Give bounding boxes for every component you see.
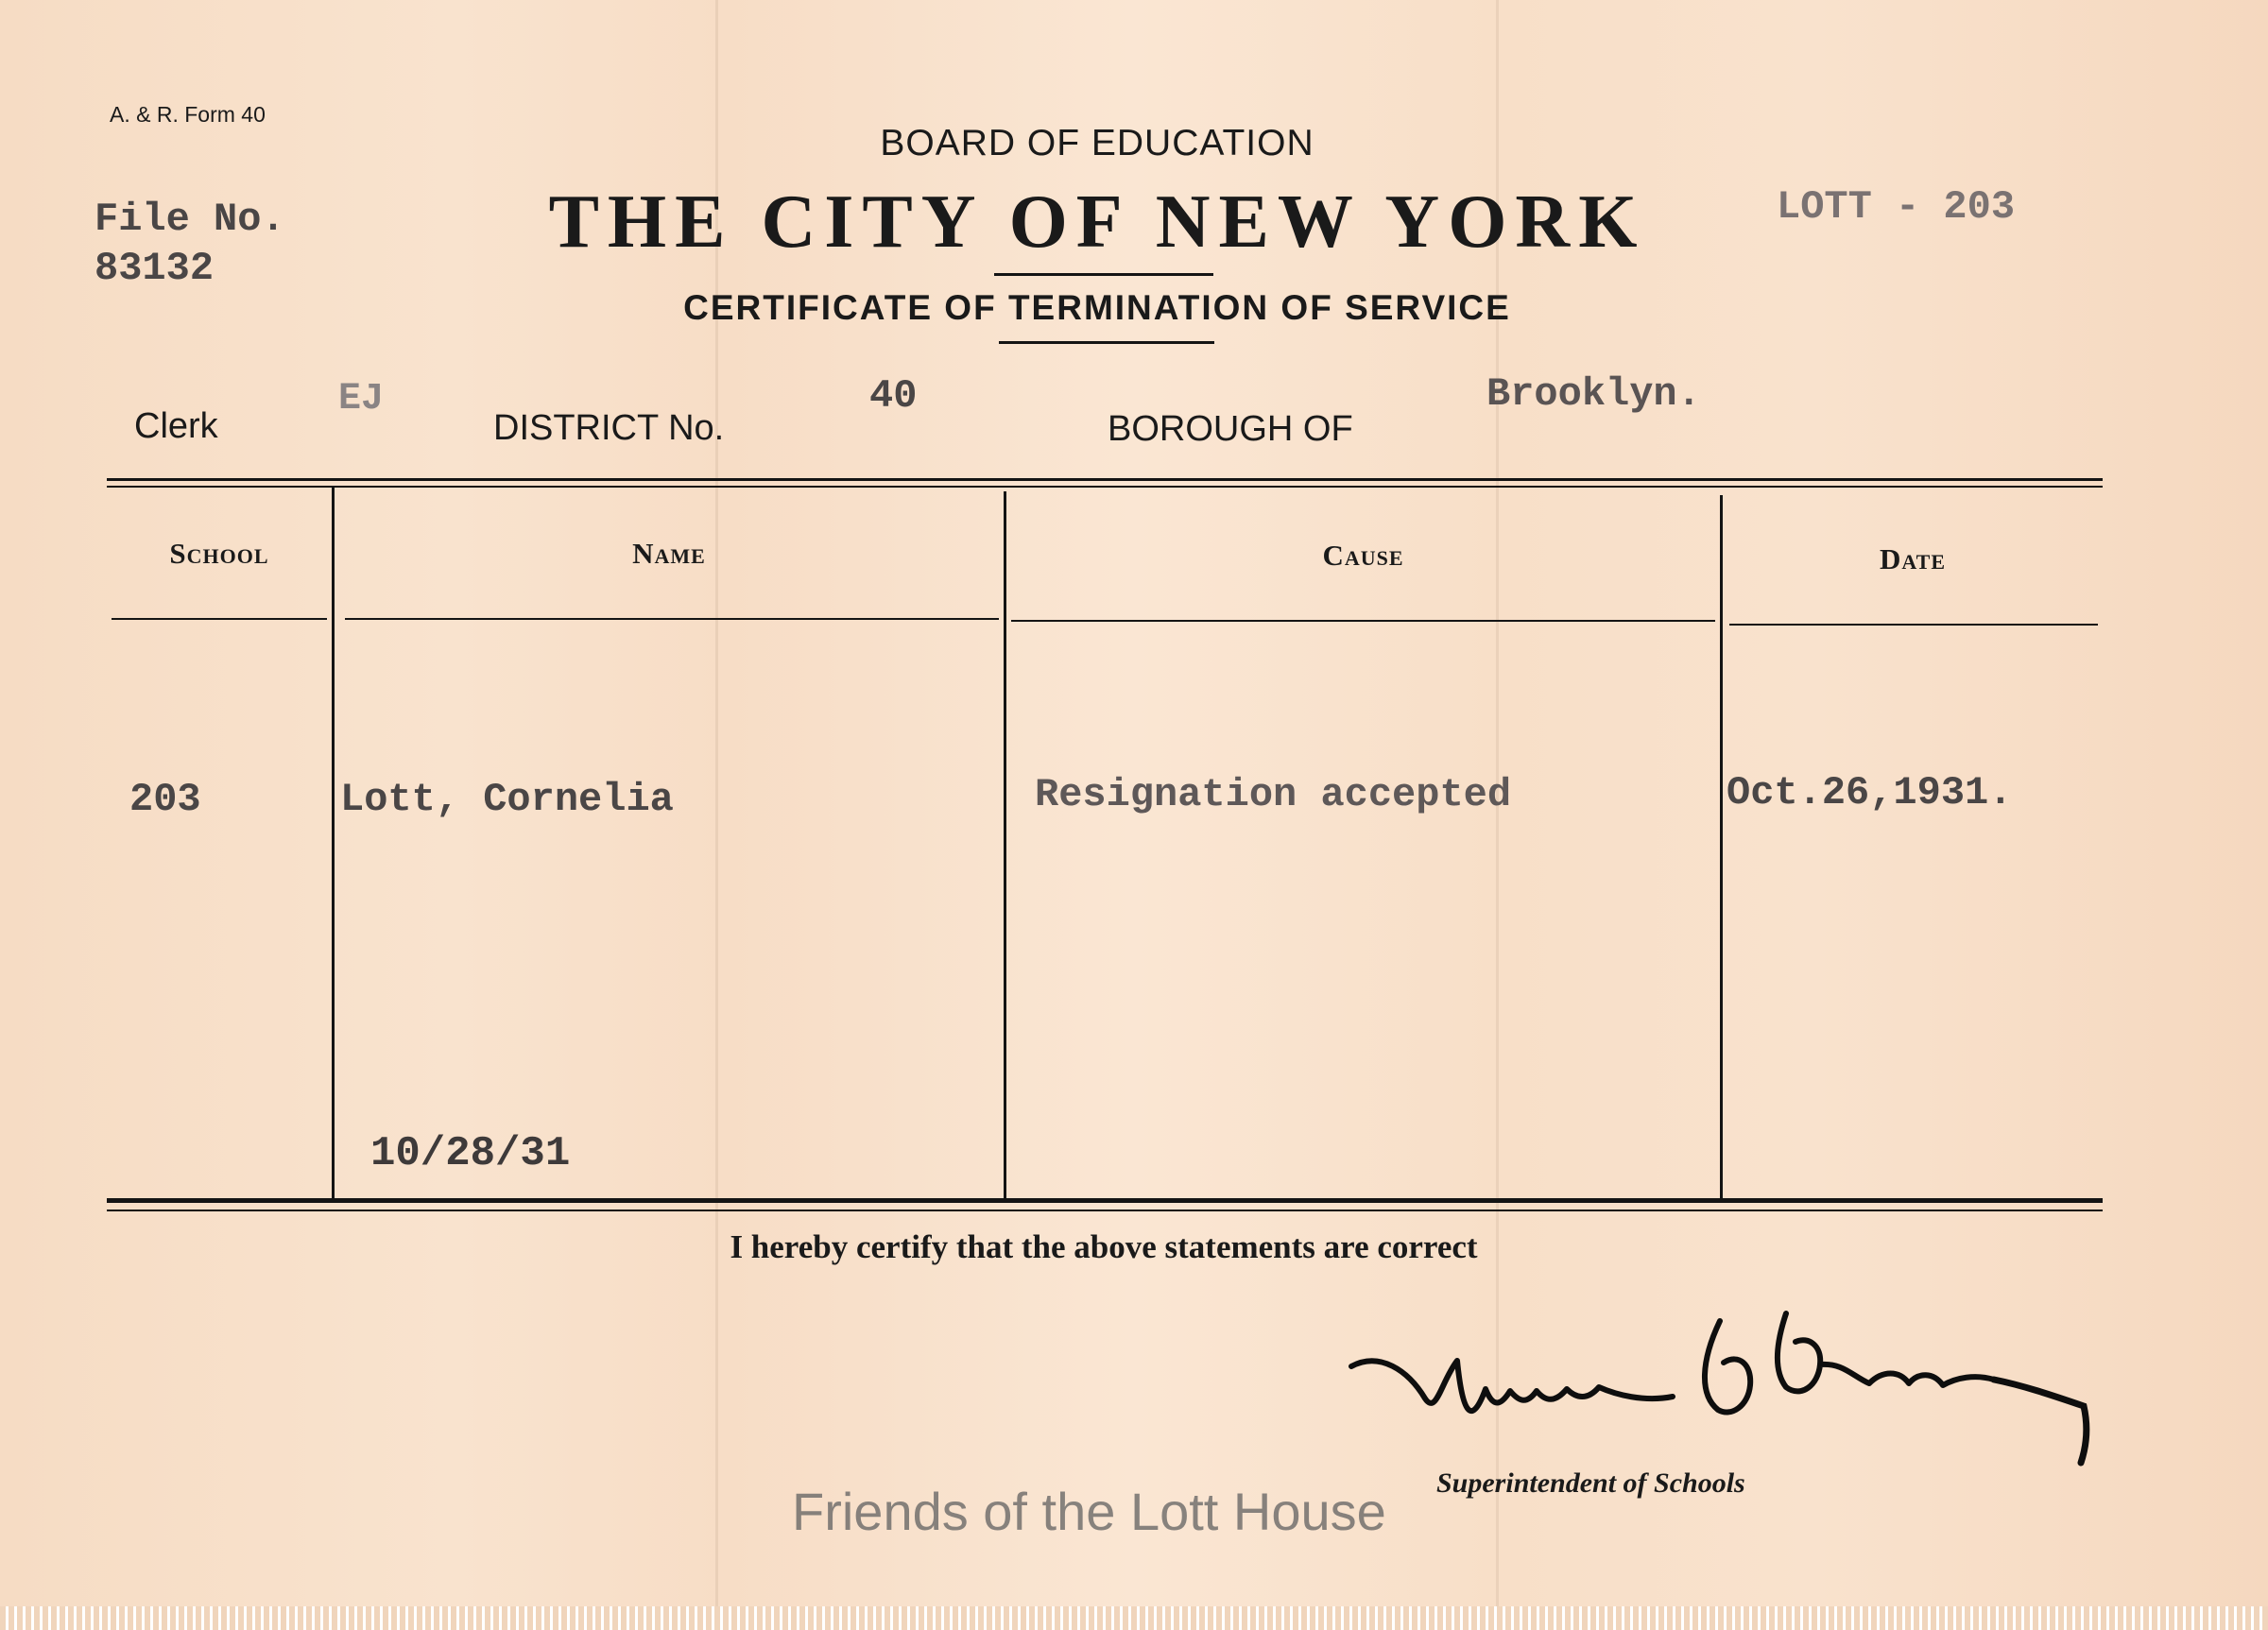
column-divider (1004, 491, 1006, 1199)
column-header-name: Name (632, 537, 706, 570)
header-underline (1011, 620, 1715, 622)
certification-statement: I hereby certify that the above statements are correct (730, 1228, 1478, 1265)
header-underline (345, 618, 999, 620)
district-label: DISTRICT No. (493, 408, 725, 448)
borough-label: BOROUGH OF (1108, 409, 1353, 449)
clerk-label: Clerk (134, 406, 218, 446)
signature-title: Superintendent of Schools (1436, 1467, 1745, 1499)
header-underline (112, 618, 327, 620)
cause-value: Resignation accepted (1035, 772, 1512, 817)
watermark-text: Friends of the Lott House (792, 1482, 1386, 1541)
name-value: Lott, Cornelia (340, 777, 674, 822)
table-bottom-rule (107, 1198, 2103, 1203)
form-id: A. & R. Form 40 (110, 102, 266, 127)
torn-edge (0, 1606, 2268, 1630)
header-underline (1729, 624, 2098, 626)
city-heading: THE CITY OF NEW YORK (548, 180, 1646, 264)
column-divider (1720, 495, 1723, 1199)
date-value: Oct.26,1931. (1727, 770, 2013, 815)
column-header-date: Date (1880, 542, 1946, 575)
column-header-school: School (169, 537, 269, 570)
column-divider (332, 488, 335, 1199)
table-top-rule (107, 478, 2103, 481)
heading-underline (994, 273, 1213, 276)
reference-code: LOTT - 203 (1777, 184, 2016, 230)
file-number: 83132 (94, 246, 215, 291)
table-bottom-rule-inner (107, 1210, 2103, 1211)
title-underline (999, 341, 1214, 344)
column-header-cause: Cause (1322, 539, 1404, 572)
file-label: File No. (94, 197, 285, 242)
certificate-title: CERTIFICATE OF TERMINATION OF SERVICE (683, 288, 1511, 327)
district-value: 40 (869, 373, 918, 419)
stamp-date: 10/28/31 (370, 1130, 571, 1177)
clerk-value: EJ (338, 378, 385, 420)
borough-value: Brooklyn. (1486, 371, 1701, 417)
superintendent-signature (1342, 1304, 2117, 1474)
board-heading: BOARD OF EDUCATION (880, 123, 1314, 163)
school-value: 203 (129, 777, 201, 822)
table-top-rule-inner (107, 486, 2103, 488)
